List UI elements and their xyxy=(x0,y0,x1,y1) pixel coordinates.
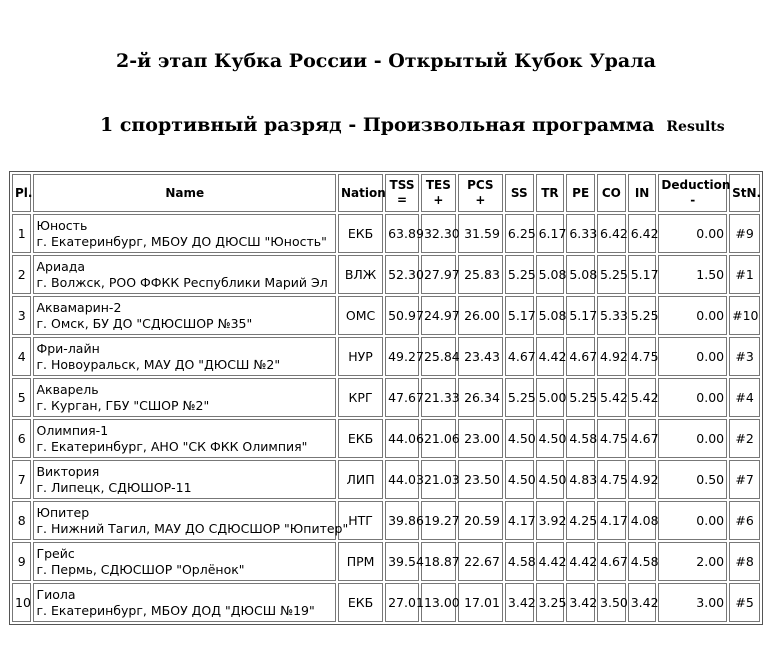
team-club: г. Пермь, СДЮСШОР "Орлёнок" xyxy=(36,561,245,577)
cell-in: 4.58 xyxy=(628,542,657,581)
cell-ss: 4.50 xyxy=(505,460,534,499)
cell-deduction: 3.00 xyxy=(658,583,727,622)
col-deduction xyxy=(658,174,731,212)
cell-deduction: 1.50 xyxy=(658,255,727,294)
col-pcs xyxy=(458,174,503,212)
col-tes-label: TES xyxy=(425,178,451,192)
cell-name xyxy=(33,460,336,499)
cell-stn: #2 xyxy=(729,419,760,458)
event-title: 2-й этап Кубка России - Открытый Кубок Урала xyxy=(116,50,656,72)
results-table xyxy=(9,171,763,625)
team-name: Фри-лайн xyxy=(36,340,100,356)
team-name: Гиола xyxy=(36,586,76,602)
cell-pe: 4.83 xyxy=(566,460,595,499)
team-name: Грейс xyxy=(36,545,75,561)
team-club: г. Екатеринбург, МБОУ ДОД "ДЮСШ №19" xyxy=(36,602,315,618)
team-club: г. Нижний Тагил, МАУ ДО СДЮСШОР "Юпитер" xyxy=(36,520,349,536)
cell-co: 4.75 xyxy=(597,419,626,458)
team-club: г. Омск, БУ ДО "СДЮСШОР №35" xyxy=(36,315,253,331)
cell-pe: 5.25 xyxy=(566,378,595,417)
cell-ss: 5.17 xyxy=(505,296,534,335)
table-row xyxy=(12,296,760,335)
col-tr: TR xyxy=(536,174,565,212)
cell-tes: 21.33 xyxy=(421,378,456,417)
cell-ss: 5.25 xyxy=(505,255,534,294)
col-name: Name xyxy=(33,174,336,212)
cell-tss: 49.27 xyxy=(385,337,419,376)
cell-place: 7 xyxy=(12,460,31,499)
cell-in: 4.92 xyxy=(628,460,657,499)
category-title xyxy=(100,114,760,136)
cell-pcs: 23.00 xyxy=(458,419,503,458)
team-name: Виктория xyxy=(36,463,100,479)
table-row xyxy=(12,337,760,376)
col-pl: Pl. xyxy=(12,174,31,212)
cell-in: 4.08 xyxy=(628,501,657,540)
cell-tss: 27.01 xyxy=(385,583,419,622)
cell-name xyxy=(33,214,336,253)
cell-pe: 4.42 xyxy=(566,542,595,581)
cell-tr: 4.50 xyxy=(536,419,565,458)
cell-co: 4.67 xyxy=(597,542,626,581)
cell-pe: 6.33 xyxy=(566,214,595,253)
cell-place: 9 xyxy=(12,542,31,581)
cell-stn: #8 xyxy=(729,542,760,581)
cell-pcs: 31.59 xyxy=(458,214,503,253)
cell-pe: 5.17 xyxy=(566,296,595,335)
team-name: Аквамарин-2 xyxy=(36,299,122,315)
cell-place: 8 xyxy=(12,501,31,540)
cell-place: 10 xyxy=(12,583,31,622)
cell-name xyxy=(33,542,336,581)
cell-pcs: 26.34 xyxy=(458,378,503,417)
cell-co: 5.25 xyxy=(597,255,626,294)
cell-tss: 47.67 xyxy=(385,378,419,417)
cell-tss: 39.54 xyxy=(385,542,419,581)
cell-deduction: 0.00 xyxy=(658,337,727,376)
cell-ss: 4.67 xyxy=(505,337,534,376)
col-co: CO xyxy=(597,174,626,212)
cell-co: 4.92 xyxy=(597,337,626,376)
team-club: г. Екатеринбург, МБОУ ДО ДЮСШ "Юность" xyxy=(36,233,327,249)
col-deduction-sub: - xyxy=(690,193,696,207)
col-tes xyxy=(421,174,456,212)
cell-ss: 4.17 xyxy=(505,501,534,540)
cell-tes: 13.00 xyxy=(421,583,456,622)
cell-ss: 5.25 xyxy=(505,378,534,417)
cell-name xyxy=(33,501,349,540)
results-label: Results xyxy=(666,119,725,135)
cell-tss: 44.06 xyxy=(385,419,419,458)
cell-tes: 27.97 xyxy=(421,255,456,294)
cell-tr: 6.17 xyxy=(536,214,565,253)
cell-nation: ЕКБ xyxy=(338,214,383,253)
cell-in: 5.42 xyxy=(628,378,657,417)
cell-stn: #10 xyxy=(729,296,760,335)
cell-tss: 52.30 xyxy=(385,255,419,294)
cell-name xyxy=(33,296,336,335)
cell-in: 5.17 xyxy=(628,255,657,294)
col-tss-label: TSS xyxy=(389,178,415,192)
cell-name xyxy=(33,583,336,622)
team-club: г. Курган, ГБУ "СШОР №2" xyxy=(36,397,210,413)
cell-pcs: 25.83 xyxy=(458,255,503,294)
team-name: Акварель xyxy=(36,381,99,397)
cell-co: 5.42 xyxy=(597,378,626,417)
category-name: 1 спортивный разряд - Произвольная программа xyxy=(100,114,655,136)
table-row xyxy=(12,255,760,294)
cell-name xyxy=(33,378,336,417)
cell-tss: 44.03 xyxy=(385,460,419,499)
col-tss-sub: = xyxy=(396,193,408,207)
cell-tss: 63.89 xyxy=(385,214,419,253)
cell-tes: 21.06 xyxy=(421,419,456,458)
cell-tr: 3.92 xyxy=(536,501,565,540)
cell-tes: 18.87 xyxy=(421,542,456,581)
cell-ss: 4.58 xyxy=(505,542,534,581)
cell-stn: #7 xyxy=(729,460,760,499)
cell-nation: ЛИП xyxy=(338,460,383,499)
cell-stn: #4 xyxy=(729,378,760,417)
col-in: IN xyxy=(628,174,657,212)
cell-pcs: 23.43 xyxy=(458,337,503,376)
cell-pe: 4.58 xyxy=(566,419,595,458)
cell-pe: 5.08 xyxy=(566,255,595,294)
team-name: Юность xyxy=(36,217,88,233)
col-pcs-sub: + xyxy=(475,193,486,207)
cell-ss: 3.42 xyxy=(505,583,534,622)
cell-tes: 21.03 xyxy=(421,460,456,499)
cell-nation: НТГ xyxy=(338,501,383,540)
cell-co: 6.42 xyxy=(597,214,626,253)
cell-tr: 5.08 xyxy=(536,255,565,294)
cell-name xyxy=(33,255,336,294)
cell-in: 3.42 xyxy=(628,583,657,622)
cell-nation: КРГ xyxy=(338,378,383,417)
col-pcs-label: PCS xyxy=(467,178,494,192)
cell-stn: #5 xyxy=(729,583,760,622)
cell-ss: 6.25 xyxy=(505,214,534,253)
cell-pe: 3.42 xyxy=(566,583,595,622)
table-row xyxy=(12,460,760,499)
cell-tr: 4.50 xyxy=(536,460,565,499)
cell-deduction: 0.00 xyxy=(658,214,727,253)
cell-deduction: 0.00 xyxy=(658,296,727,335)
cell-ss: 4.50 xyxy=(505,419,534,458)
cell-stn: #1 xyxy=(729,255,760,294)
cell-pcs: 20.59 xyxy=(458,501,503,540)
cell-pcs: 23.50 xyxy=(458,460,503,499)
cell-co: 4.17 xyxy=(597,501,626,540)
cell-tr: 4.42 xyxy=(536,337,565,376)
team-club: г. Липецк, СДЮШОР-11 xyxy=(36,479,192,495)
col-pe: PE xyxy=(566,174,595,212)
cell-co: 3.50 xyxy=(597,583,626,622)
cell-place: 5 xyxy=(12,378,31,417)
cell-deduction: 0.00 xyxy=(658,419,727,458)
cell-deduction: 0.00 xyxy=(658,378,727,417)
cell-name xyxy=(33,337,336,376)
cell-tes: 19.27 xyxy=(421,501,456,540)
cell-pcs: 17.01 xyxy=(458,583,503,622)
cell-pcs: 22.67 xyxy=(458,542,503,581)
table-row xyxy=(12,214,760,253)
cell-tr: 4.42 xyxy=(536,542,565,581)
cell-nation: ОМС xyxy=(338,296,383,335)
cell-in: 4.75 xyxy=(628,337,657,376)
cell-in: 4.67 xyxy=(628,419,657,458)
cell-deduction: 0.50 xyxy=(658,460,727,499)
cell-tr: 3.25 xyxy=(536,583,565,622)
col-nation: Nation xyxy=(338,174,383,212)
col-tss xyxy=(385,174,419,212)
cell-tes: 32.30 xyxy=(421,214,456,253)
cell-nation: НУР xyxy=(338,337,383,376)
cell-tes: 25.84 xyxy=(421,337,456,376)
cell-place: 3 xyxy=(12,296,31,335)
cell-tr: 5.08 xyxy=(536,296,565,335)
cell-stn: #9 xyxy=(729,214,760,253)
team-name: Юпитер xyxy=(36,504,90,520)
col-tes-sub: + xyxy=(433,193,444,207)
cell-stn: #6 xyxy=(729,501,760,540)
team-club: г. Екатеринбург, АНО "СК ФКК Олимпия" xyxy=(36,438,308,454)
table-row xyxy=(12,583,760,622)
cell-stn: #3 xyxy=(729,337,760,376)
cell-in: 5.25 xyxy=(628,296,657,335)
cell-nation: ЕКБ xyxy=(338,419,383,458)
cell-pcs: 26.00 xyxy=(458,296,503,335)
col-ss: SS xyxy=(505,174,534,212)
team-name: Ариада xyxy=(36,258,86,274)
cell-nation: ЕКБ xyxy=(338,583,383,622)
cell-name xyxy=(33,419,336,458)
cell-in: 6.42 xyxy=(628,214,657,253)
col-stn: StN. xyxy=(729,174,760,212)
cell-pe: 4.67 xyxy=(566,337,595,376)
cell-place: 4 xyxy=(12,337,31,376)
cell-place: 2 xyxy=(12,255,31,294)
table-row xyxy=(12,501,760,540)
cell-nation: ПРМ xyxy=(338,542,383,581)
cell-tss: 50.97 xyxy=(385,296,419,335)
col-deduction-label: Deduction xyxy=(661,178,731,192)
cell-place: 6 xyxy=(12,419,31,458)
cell-tes: 24.97 xyxy=(421,296,456,335)
table-row xyxy=(12,378,760,417)
team-club: г. Новоуральск, МАУ ДО "ДЮСШ №2" xyxy=(36,356,281,372)
cell-tr: 5.00 xyxy=(536,378,565,417)
cell-pe: 4.25 xyxy=(566,501,595,540)
team-club: г. Волжск, РОО ФФКК Республики Марий Эл xyxy=(36,274,328,290)
cell-deduction: 2.00 xyxy=(658,542,727,581)
cell-co: 4.75 xyxy=(597,460,626,499)
header-row xyxy=(12,174,760,212)
cell-place: 1 xyxy=(12,214,31,253)
cell-deduction: 0.00 xyxy=(658,501,727,540)
cell-co: 5.33 xyxy=(597,296,626,335)
cell-nation: ВЛЖ xyxy=(338,255,383,294)
team-name: Олимпия-1 xyxy=(36,422,109,438)
cell-tss: 39.86 xyxy=(385,501,419,540)
table-row xyxy=(12,419,760,458)
table-row xyxy=(12,542,760,581)
